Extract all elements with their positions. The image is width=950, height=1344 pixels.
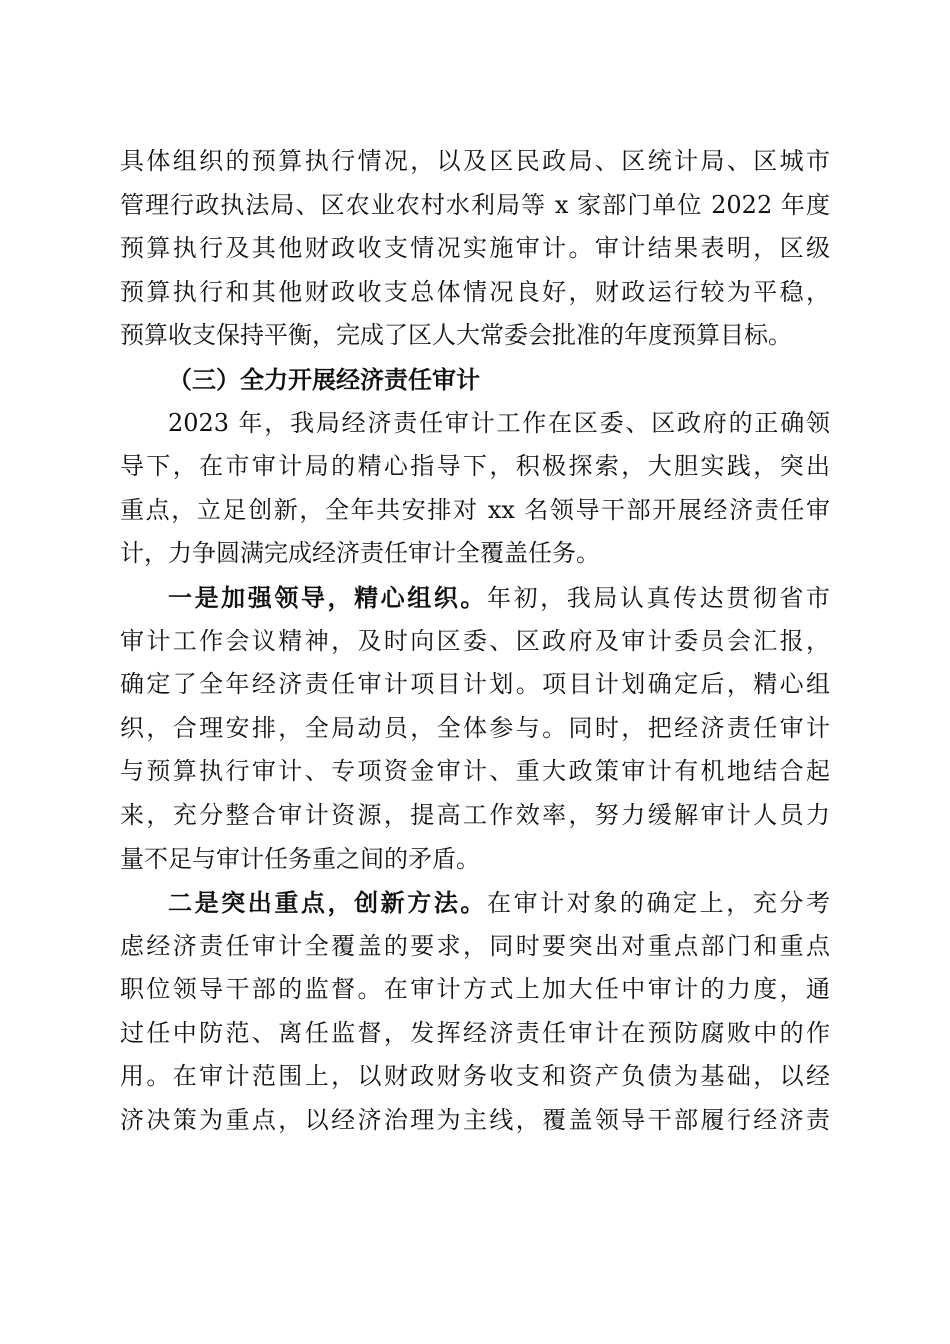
paragraph-line: 具体组织的预算执行情况，以及区民政局、区统计局、区城市 [120, 147, 830, 175]
paragraph-lead-phrase: 一是加强领导，精心组织。 [168, 582, 487, 612]
paragraph-highlight-priorities [120, 881, 830, 1143]
paragraph-2023-overview [120, 402, 830, 576]
paragraph-text: 在审计对象的确定上，充分考 [487, 889, 830, 918]
paragraph-budget-audit-results [120, 140, 830, 358]
paragraph-line: 导下，在市审计局的精心指导下，积极探索，大胆实践，突出 [120, 452, 830, 481]
paragraph-line [120, 576, 830, 620]
paragraph-line: 过任中防范、离任监督，发挥经济责任审计在预防腐败中的作 [120, 1018, 830, 1047]
paragraph-line: 确定了全年经济责任审计项目计划。项目计划确定后，精心组 [120, 670, 830, 699]
paragraph-line: 织，合理安排，全局动员，全体参与。同时，把经济责任审计 [120, 713, 830, 742]
paragraph-line: 济决策为重点，以经济治理为主线，覆盖领导干部履行经济责 [120, 1106, 830, 1135]
paragraph-line [120, 881, 830, 925]
paragraph-line: 用。在审计范围上，以财政财务收支和资产负债为基础，以经 [120, 1062, 830, 1091]
paragraph-line: 来，充分整合审计资源，提高工作效率，努力缓解审计人员力 [120, 800, 830, 829]
paragraph-line: 预算执行和其他财政收支总体情况良好，财政运行较为平稳， [120, 277, 830, 306]
paragraph-line: 预算收支保持平衡，完成了区人大常委会批准的年度预算目标。 [120, 321, 792, 350]
paragraph-line: 虑经济责任审计全覆盖的要求，同时要突出对重点部门和重点 [120, 931, 830, 960]
paragraph-line: 计，力争圆满完成经济责任审计全覆盖任务。 [120, 539, 600, 568]
paragraph-line: 重点，立足创新，全年共安排对 xx 名领导干部开展经济责任审 [120, 495, 830, 524]
paragraph-line: 2023 年，我局经济责任审计工作在区委、区政府的正确领 [168, 408, 830, 437]
paragraph-line: 量不足与审计任务重之间的矛盾。 [120, 844, 480, 873]
paragraph-lead-phrase: 二是突出重点，创新方法。 [168, 888, 487, 918]
paragraph-line: 管理行政执法局、区农业农村水利局等 x 家部门单位 2022 年度 [120, 190, 830, 219]
document-body [120, 140, 830, 1143]
paragraph-line: 与预算执行审计、专项资金审计、重大政策审计有机地结合起 [120, 757, 830, 786]
paragraph-text: 年初，我局认真传达贯彻省市 [487, 583, 830, 612]
paragraph-strengthen-leadership [120, 576, 830, 881]
paragraph-line: 预算执行及其他财政收支情况实施审计。审计结果表明，区级 [120, 234, 830, 263]
section-heading-economic-responsibility-audit: （三）全力开展经济责任审计 [168, 364, 480, 394]
paragraph-line: 审计工作会议精神，及时向区委、区政府及审计委员会汇报， [120, 626, 830, 655]
paragraph-line: 职位领导干部的监督。在审计方式上加大任中审计的力度，通 [120, 975, 830, 1004]
